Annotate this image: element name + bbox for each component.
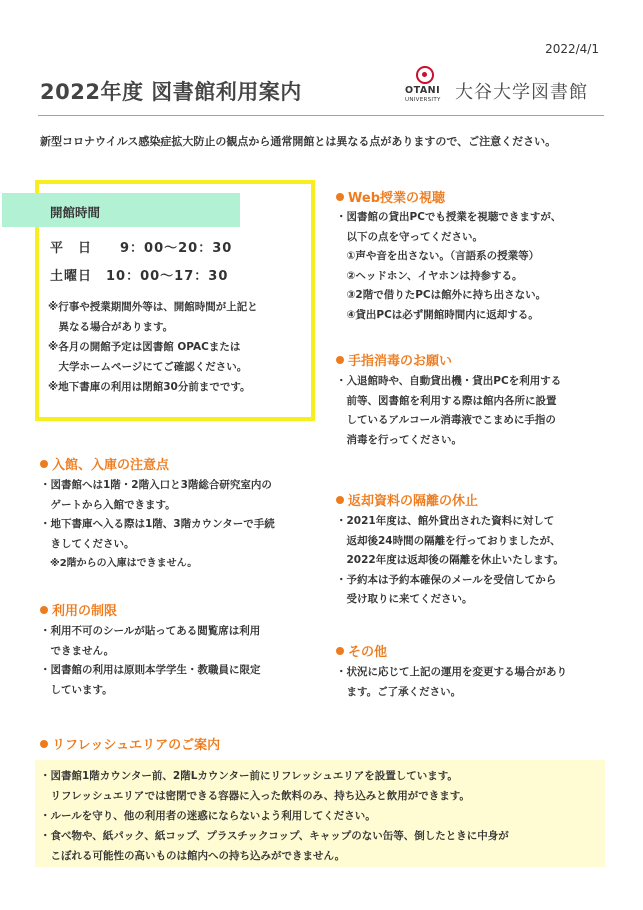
bullet-dot-icon [40,460,48,468]
refresh-line: ・食べ物や、紙パック、紙コップ、プラスチックコップ、キャップのない缶等、倒したときに中身が [40,830,509,842]
quarantine-line: 2022年度は返却後の隔離を休止いたします。 [336,554,564,566]
bullet-dot-icon [40,606,48,614]
restriction-line: ・利用不可のシールが貼ってある閲覧席は利用 [40,625,261,637]
restriction-line: しています。 [40,683,113,696]
logo-otani-text: OTANI [405,85,441,96]
section-entry-heading [40,454,169,473]
refresh-line: リフレッシュエリアでは密閉できる容器に入った飲料のみ、持ち込みと飲用ができます。 [40,790,470,802]
hours-note-line: ※地下書庫の利用は閉館30分前までです。 [48,381,251,393]
refresh-line: ・図書館1階カウンター前、2階Lカウンター前にリフレッシュエリアを設置しています。 [40,770,458,782]
bullet-dot-icon [336,193,344,201]
section-web-body [336,208,561,325]
web-line: ②ヘッドホン、イヤホンは持参する。 [336,269,523,282]
section-other-body [336,663,567,702]
section-refresh-body [40,766,509,866]
web-line: 以下の点を守ってください。 [336,230,483,243]
section-quarantine-title: 返却資料の隔離の休止 [348,494,479,509]
section-web-heading [336,187,445,206]
bullet-dot-icon [40,740,48,748]
entry-line: ・図書館へは1階・2階入口と3階総合研究室内の [40,479,272,491]
section-sanitize-title: 手指消毒のお願い [348,354,453,369]
hours-note-line: ※行事や授業期間外等は、開館時間が上記と [48,301,258,313]
section-sanitize-body [336,372,561,450]
section-web-title: Web授業の視聴 [348,191,445,206]
saturday-hours: 土曜日 10：00〜17：30 [50,269,229,284]
sanitize-line: しているアルコール消毒液でこまめに手指の [336,414,556,426]
section-entry-title: 入館、入庫の注意点 [52,458,170,473]
refresh-line: ・ルールを守り、他の利用者の迷惑にならないよう利用してください。 [40,810,376,822]
section-refresh-heading [40,734,220,753]
weekday-hours: 平 日 9：00〜20：30 [50,241,233,256]
entry-line: ・地下書庫へ入る際は1階、3階カウンターで手続 [40,518,275,530]
issue-date: 2022/4/1 [545,42,599,56]
hours-note-line: 異なる場合があります。 [48,321,174,333]
other-line: ・状況に応じて上記の運用を変更する場合があり [336,666,567,678]
hours-note-line: 大学ホームページにてご確認ください。 [48,361,248,373]
quarantine-line: 受け取りに来てください。 [336,593,473,605]
section-restriction-heading [40,600,117,619]
entry-line: きしてください。 [40,537,135,550]
section-other-heading [336,641,387,660]
bullet-dot-icon [336,647,344,655]
refresh-line: こぼれる可能性の高いものは館内への持ち込みができません。 [40,850,346,862]
section-quarantine-heading [336,490,478,509]
sanitize-line: 前等、図書館を利用する際は館内各所に設置 [336,394,557,407]
web-line: ④貸出PCは必ず開館時間内に返却する。 [336,308,539,321]
otani-emblem-icon [405,66,447,110]
bullet-dot-icon [336,496,344,504]
quarantine-line: 返却後24時間の隔離を行っておりましたが、 [336,534,561,547]
restriction-line: できません。 [40,644,115,657]
opening-hours-label: 開館時間 [50,205,101,220]
covid-notice: 新型コロナウイルス感染症拡大防止の観点から通常開館とは異なる点がありますので、ご注意ください。 [40,135,557,148]
quarantine-line: ・予約本は予約本確保のメールを受信してから [336,573,557,586]
library-name: 大谷大学図書館 [455,82,588,103]
entry-line: ※2階からの入庫はできません。 [40,558,198,569]
section-quarantine-body [336,512,564,610]
web-line: ③2階で借りたPCは館外に持ち出さない。 [336,289,547,301]
other-line: ます。ご了承ください。 [336,685,462,698]
section-restriction-title: 利用の制限 [52,604,118,619]
section-entry-body [40,476,275,574]
section-restriction-body [40,622,261,700]
sanitize-line: ・入退館時や、自動貸出機・貸出PCを利用する [336,375,562,387]
web-line: ①声や音を出さない。（言語系の授業等） [336,250,540,262]
web-line: ・図書館の貸出PCでも授業を視聴できますが、 [336,211,562,223]
emblem-circle [416,66,434,84]
bullet-dot-icon [336,356,344,364]
title-divider [38,115,604,116]
restriction-line: ・図書館の利用は原則本学学生・教職員に限定 [40,664,261,676]
hours-notes [48,297,298,397]
logo-university-text: UNIVERSITY [405,97,441,103]
section-sanitize-heading [336,350,452,369]
page-title: 2022年度 図書館利用案内 [40,80,302,104]
sanitize-line: 消毒を行ってください。 [336,433,462,446]
quarantine-line: ・2021年度は、館外貸出された資料に対して [336,515,555,527]
entry-line: ゲートから入館できます。 [40,498,176,511]
opening-hours-tag [2,193,240,227]
library-logo [405,66,605,110]
section-other-title: その他 [348,645,388,660]
section-refresh-title: リフレッシュエリアのご案内 [52,738,221,753]
hours-note-line: ※各月の開館予定は図書館 OPACまたは [48,341,241,353]
